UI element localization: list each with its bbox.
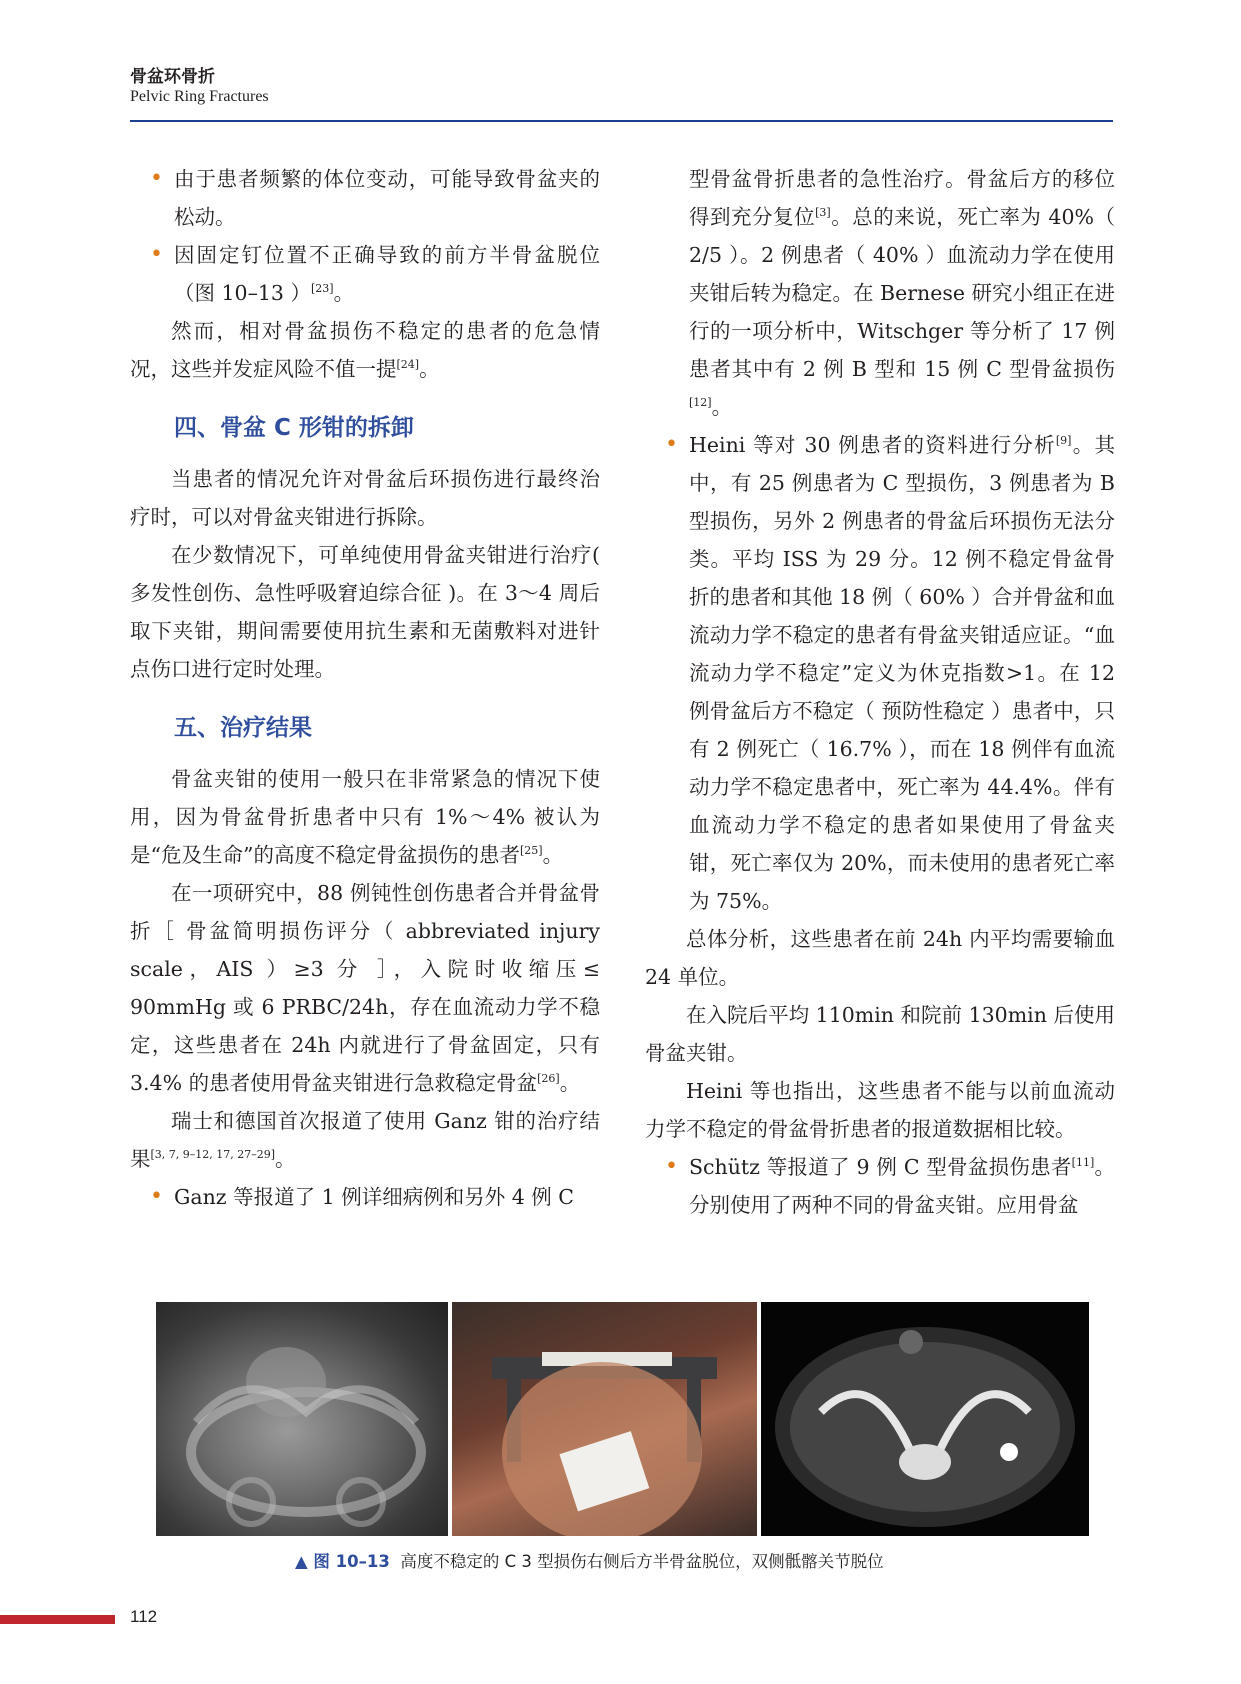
page-number: 112 (130, 1607, 158, 1626)
citation: [23] (310, 282, 334, 296)
bullet-heini (645, 426, 1115, 920)
bullet-dot-icon: • (150, 166, 163, 191)
citation: [3] (815, 206, 831, 220)
bullet-dot-icon: • (665, 432, 678, 457)
paragraph: 在入院后平均 110min 和院前 130min 后使用骨盆夹钳。 (645, 1003, 1115, 1065)
footer-accent-bar (0, 1615, 115, 1624)
pelvic-clamp-photo-illustration (452, 1302, 757, 1536)
paragraph: 在少数情况下，可单纯使用骨盆夹钳进行治疗( 多发性创伤、急性呼吸窘迫综合征 )。在 3～4 周后取下夹钳，期间需要使用抗生素和无菌敷料对进针点伤口进行定时处理。 (130, 543, 600, 681)
bullet-dot-icon: • (665, 1154, 678, 1179)
xray-image (156, 1302, 448, 1536)
ct-axial-illustration (761, 1302, 1089, 1536)
bullet-text: Ganz 等报道了 1 例详细病例和另外 4 例 C (174, 1185, 574, 1209)
bullet-dot-icon: • (150, 1184, 163, 1209)
bullet-text: 。其中，有 25 例患者为 C 型损伤，3 例患者为 B 型损伤，另外 2 例患者的骨盆后环损伤无法分类。平均 ISS 为 29 分。12 例不稳定骨盆骨折的患者和其他 18 例（ 60% ）合并骨盆和血流动力学不稳定的患者有骨盆夹钳适应证。“血流动力学不稳定”定义为休克指数>1。在 12 例骨盆后方不稳定（ 预防性稳定 ）患者中，只有 2 例死亡（ 16.7% ），而在 18 例伴有血流动力学不稳定患者中，死亡率为 44.4%。伴有血流动力学不稳定的患者如果使用了骨盆夹钳，死亡率仅为 20%，而未使用的患者死亡率为 75%。 (689, 433, 1115, 913)
paragraph: 当患者的情况允许对骨盆后环损伤进行最终治疗时，可以对骨盆夹钳进行拆除。 (130, 467, 600, 529)
bullet-ganz (130, 1178, 600, 1216)
bullet-text: 。分别使用了两种不同的骨盆夹钳。应用骨盆 (689, 1155, 1116, 1217)
bullet-text: 由于患者频繁的体位变动，可能导致骨盆夹的松动。 (174, 167, 600, 229)
citation: [12] (689, 396, 712, 410)
paragraph: 在一项研究中，88 例钝性创伤患者合并骨盆骨折［ 骨盆简明损伤评分（ abbreviated injury scale，AIS ）≥3 分 ］，入院时收缩压≤ 90mmHg 或 6 PRBC/24h，存在血流动力学不稳定，这些患者在 24h 内就进行了骨盆固定，只有 3.4% 的患者使用骨盆夹钳进行急救稳定骨盆[26]。 (130, 881, 600, 1095)
bullet-text: 。总的来说，死亡率为 40%（ 2/5 ）。2 例患者（ 40% ）血流动力学在使用夹钳后转为稳定。在 Bernese 研究小组正在进行的一项分析中，Witschger 等分析了 17 例患者其中有 2 例 B 型和 15 例 C 型骨盆损伤 (689, 205, 1116, 381)
caption-label: ▲ 图 10–13 (295, 1552, 390, 1571)
citation: [24] (396, 358, 420, 372)
citation: [25] (519, 844, 543, 858)
header-divider (130, 120, 1113, 122)
bullet-text: 因固定钉位置不正确导致的前方半骨盆脱位（图 10–13 ） (174, 243, 600, 305)
bullet-anterior-dislocation: • 因固定钉位置不正确导致的前方半骨盆脱位（图 10–13 ）[23]。 (130, 236, 600, 312)
paragraph: 骨盆夹钳的使用一般只在非常紧急的情况下使用，因为骨盆骨折患者中只有 1%～4% 被认为是“危及生命”的高度不稳定骨盆损伤的患者[25]。 (130, 767, 600, 867)
citation: [11] (1071, 1156, 1095, 1170)
running-header-en: Pelvic Ring Fractures (130, 88, 269, 105)
bullet-schutz (645, 1148, 1115, 1224)
paragraph-text: 然而，相对骨盆损伤不稳定的患者的危急情况，这些并发症风险不值一提 (130, 319, 600, 381)
bullet-text: 型骨盆骨折患者的急性治疗。骨盆后方的移位得到充分复位 (689, 167, 1115, 229)
ct-scan-image (761, 1302, 1089, 1536)
paragraph: 然而，相对骨盆损伤不稳定的患者的危急情况，这些并发症风险不值一提[24]。 (130, 319, 600, 381)
paragraph-text: 骨盆夹钳的使用一般只在非常紧急的情况下使用，因为骨盆骨折患者中只有 1%～4% 被认为是“危及生命”的高度不稳定骨盆损伤的患者 (130, 767, 600, 867)
bullet-continuation: 型骨盆骨折患者的急性治疗。骨盆后方的移位得到充分复位[3]。总的来说，死亡率为 40%（ 2/5 ）。2 例患者（ 40% ）血流动力学在使用夹钳后转为稳定。在 Bernese 研究小组正在进行的一项分析中，Witschger 等分析了 17 例患者其中有 2 例 B 型和 15 例 C 型骨盆损伤[12]。 (689, 167, 1116, 419)
pelvis-xray-illustration (156, 1302, 448, 1536)
clinical-photo (452, 1302, 757, 1536)
bullet-clamp-loosening (130, 160, 600, 236)
paragraph: 瑞士和德国首次报道了使用 Ganz 钳的治疗结果[3, 7, 9–12, 17, 27–29]。 (130, 1109, 600, 1171)
paragraph-text: 瑞士和德国首次报道了使用 Ganz 钳的治疗结果 (130, 1109, 600, 1171)
section-heading-removal: 四、骨盆 C 形钳的拆卸 (174, 415, 414, 441)
paragraph: 总体分析，这些患者在前 24h 内平均需要输血 24 单位。 (645, 927, 1115, 989)
bullet-text: Heini 等对 30 例患者的资料进行分析 (689, 433, 1056, 457)
citation: [3, 7, 9–12, 17, 27–29] (150, 1148, 276, 1162)
paragraph-text: 在一项研究中，88 例钝性创伤患者合并骨盆骨折［ 骨盆简明损伤评分（ abbreviated injury scale，AIS ）≥3 分 ］，入院时收缩压≤ 90mmHg 或 6 PRBC/24h，存在血流动力学不稳定，这些患者在 24h 内就进行了骨盆固定，只有 3.4% 的患者使用骨盆夹钳进行急救稳定骨盆 (130, 881, 600, 1095)
figure-caption (295, 1548, 884, 1572)
bullet-dot-icon: • (150, 242, 163, 267)
paragraph: Heini 等也指出，这些患者不能与以前血流动力学不稳定的骨盆骨折患者的报道数据相比较。 (645, 1079, 1115, 1141)
section-heading-results: 五、治疗结果 (174, 715, 312, 741)
running-header-zh: 骨盆环骨折 (130, 67, 215, 87)
citation: [9] (1055, 434, 1072, 448)
caption-text: 高度不稳定的 C 3 型损伤右侧后方半骨盆脱位，双侧骶髂关节脱位 (400, 1552, 884, 1571)
right-column (645, 160, 1115, 1224)
citation: [26] (537, 1072, 560, 1086)
left-column (130, 160, 600, 1216)
bullet-text: Schütz 等报道了 9 例 C 型骨盆损伤患者 (689, 1155, 1072, 1179)
